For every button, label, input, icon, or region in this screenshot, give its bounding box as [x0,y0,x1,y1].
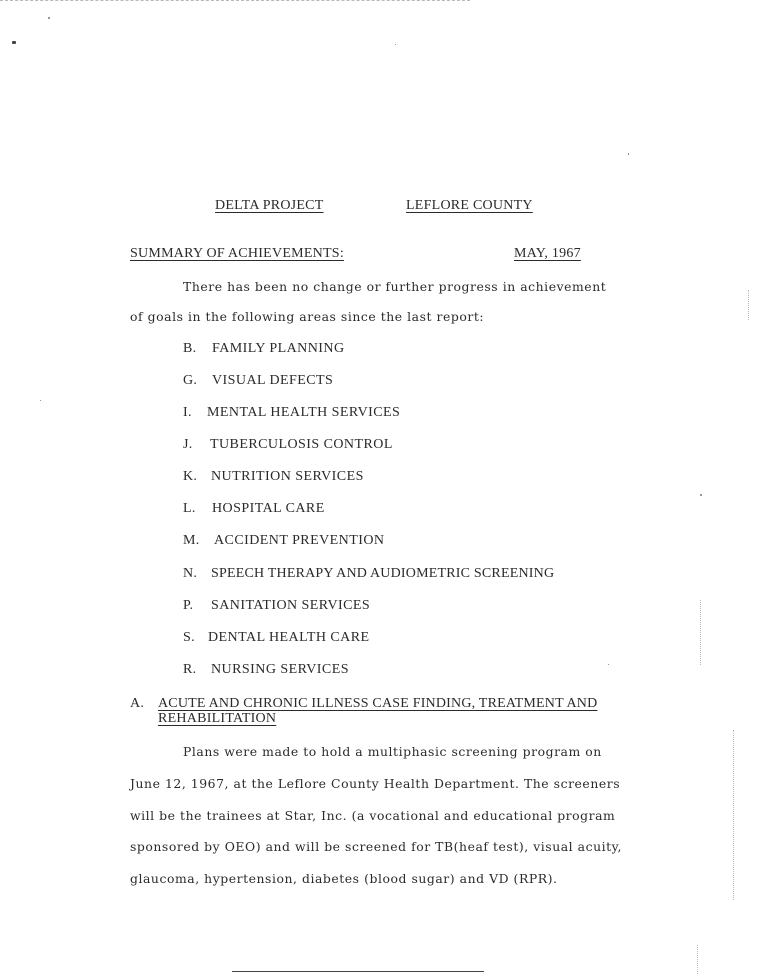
area-label: HOSPITAL CARE [212,501,325,516]
scan-edge-mark [748,290,749,320]
area-letter: I. [183,405,192,420]
area-letter: M. [183,533,200,548]
area-label: NURSING SERVICES [211,662,349,677]
scan-speck [12,41,16,44]
area-letter: R. [183,662,197,677]
area-label: DENTAL HEALTH CARE [208,630,370,645]
area-label: ACCIDENT PREVENTION [214,533,385,548]
county-heading: LEFLORE COUNTY [406,198,533,213]
scan-edge-mark [697,945,698,974]
section-title: ACUTE AND CHRONIC ILLNESS CASE FINDING, TREATMENT AND [158,696,598,711]
summary-title: SUMMARY OF ACHIEVEMENTS: [130,246,344,261]
scan-speck [395,44,396,45]
scan-speck [608,664,609,665]
intro-line: There has been no change or further progress in achievement [183,279,607,294]
scan-bottom-line [232,971,484,972]
paragraph-line: Plans were made to hold a multiphasic screening program on [183,744,602,759]
area-label: SANITATION SERVICES [211,598,371,613]
report-date: MAY, 1967 [514,246,581,261]
scan-top-border [0,0,470,1]
area-letter: L. [183,501,196,516]
scan-speck [700,494,702,496]
intro-line: of goals in the following areas since the last report: [130,309,485,324]
section-letter: A. [130,696,145,711]
area-label: SPEECH THERAPY AND AUDIOMETRIC SCREENING [211,566,555,581]
area-letter: G. [183,373,198,388]
scan-speck [40,400,41,401]
section-title: REHABILITATION [158,711,277,726]
area-letter: K. [183,469,198,484]
area-label: TUBERCULOSIS CONTROL [210,437,393,452]
project-heading: DELTA PROJECT [215,198,324,213]
paragraph-line: glaucoma, hypertension, diabetes (blood sugar) and VD (RPR). [130,871,558,886]
area-letter: N. [183,566,198,581]
paragraph-line: sponsored by OEO) and will be screened for TB(heaf test), visual acuity, [130,839,623,854]
scan-speck [48,17,50,19]
paragraph-line: will be the trainees at Star, Inc. (a vocational and educational program [130,808,616,823]
area-letter: J. [183,437,193,452]
area-label: MENTAL HEALTH SERVICES [207,405,401,420]
area-label: VISUAL DEFECTS [212,373,334,388]
area-letter: S. [183,630,195,645]
area-label: NUTRITION SERVICES [211,469,364,484]
area-label: FAMILY PLANNING [212,341,345,356]
scan-edge-mark [700,600,701,665]
area-letter: B. [183,341,197,356]
area-letter: P. [183,598,194,613]
scan-speck [628,153,629,155]
scan-edge-mark [733,730,734,900]
paragraph-line: June 12, 1967, at the Leflore County Health Department. The screeners [130,776,621,791]
